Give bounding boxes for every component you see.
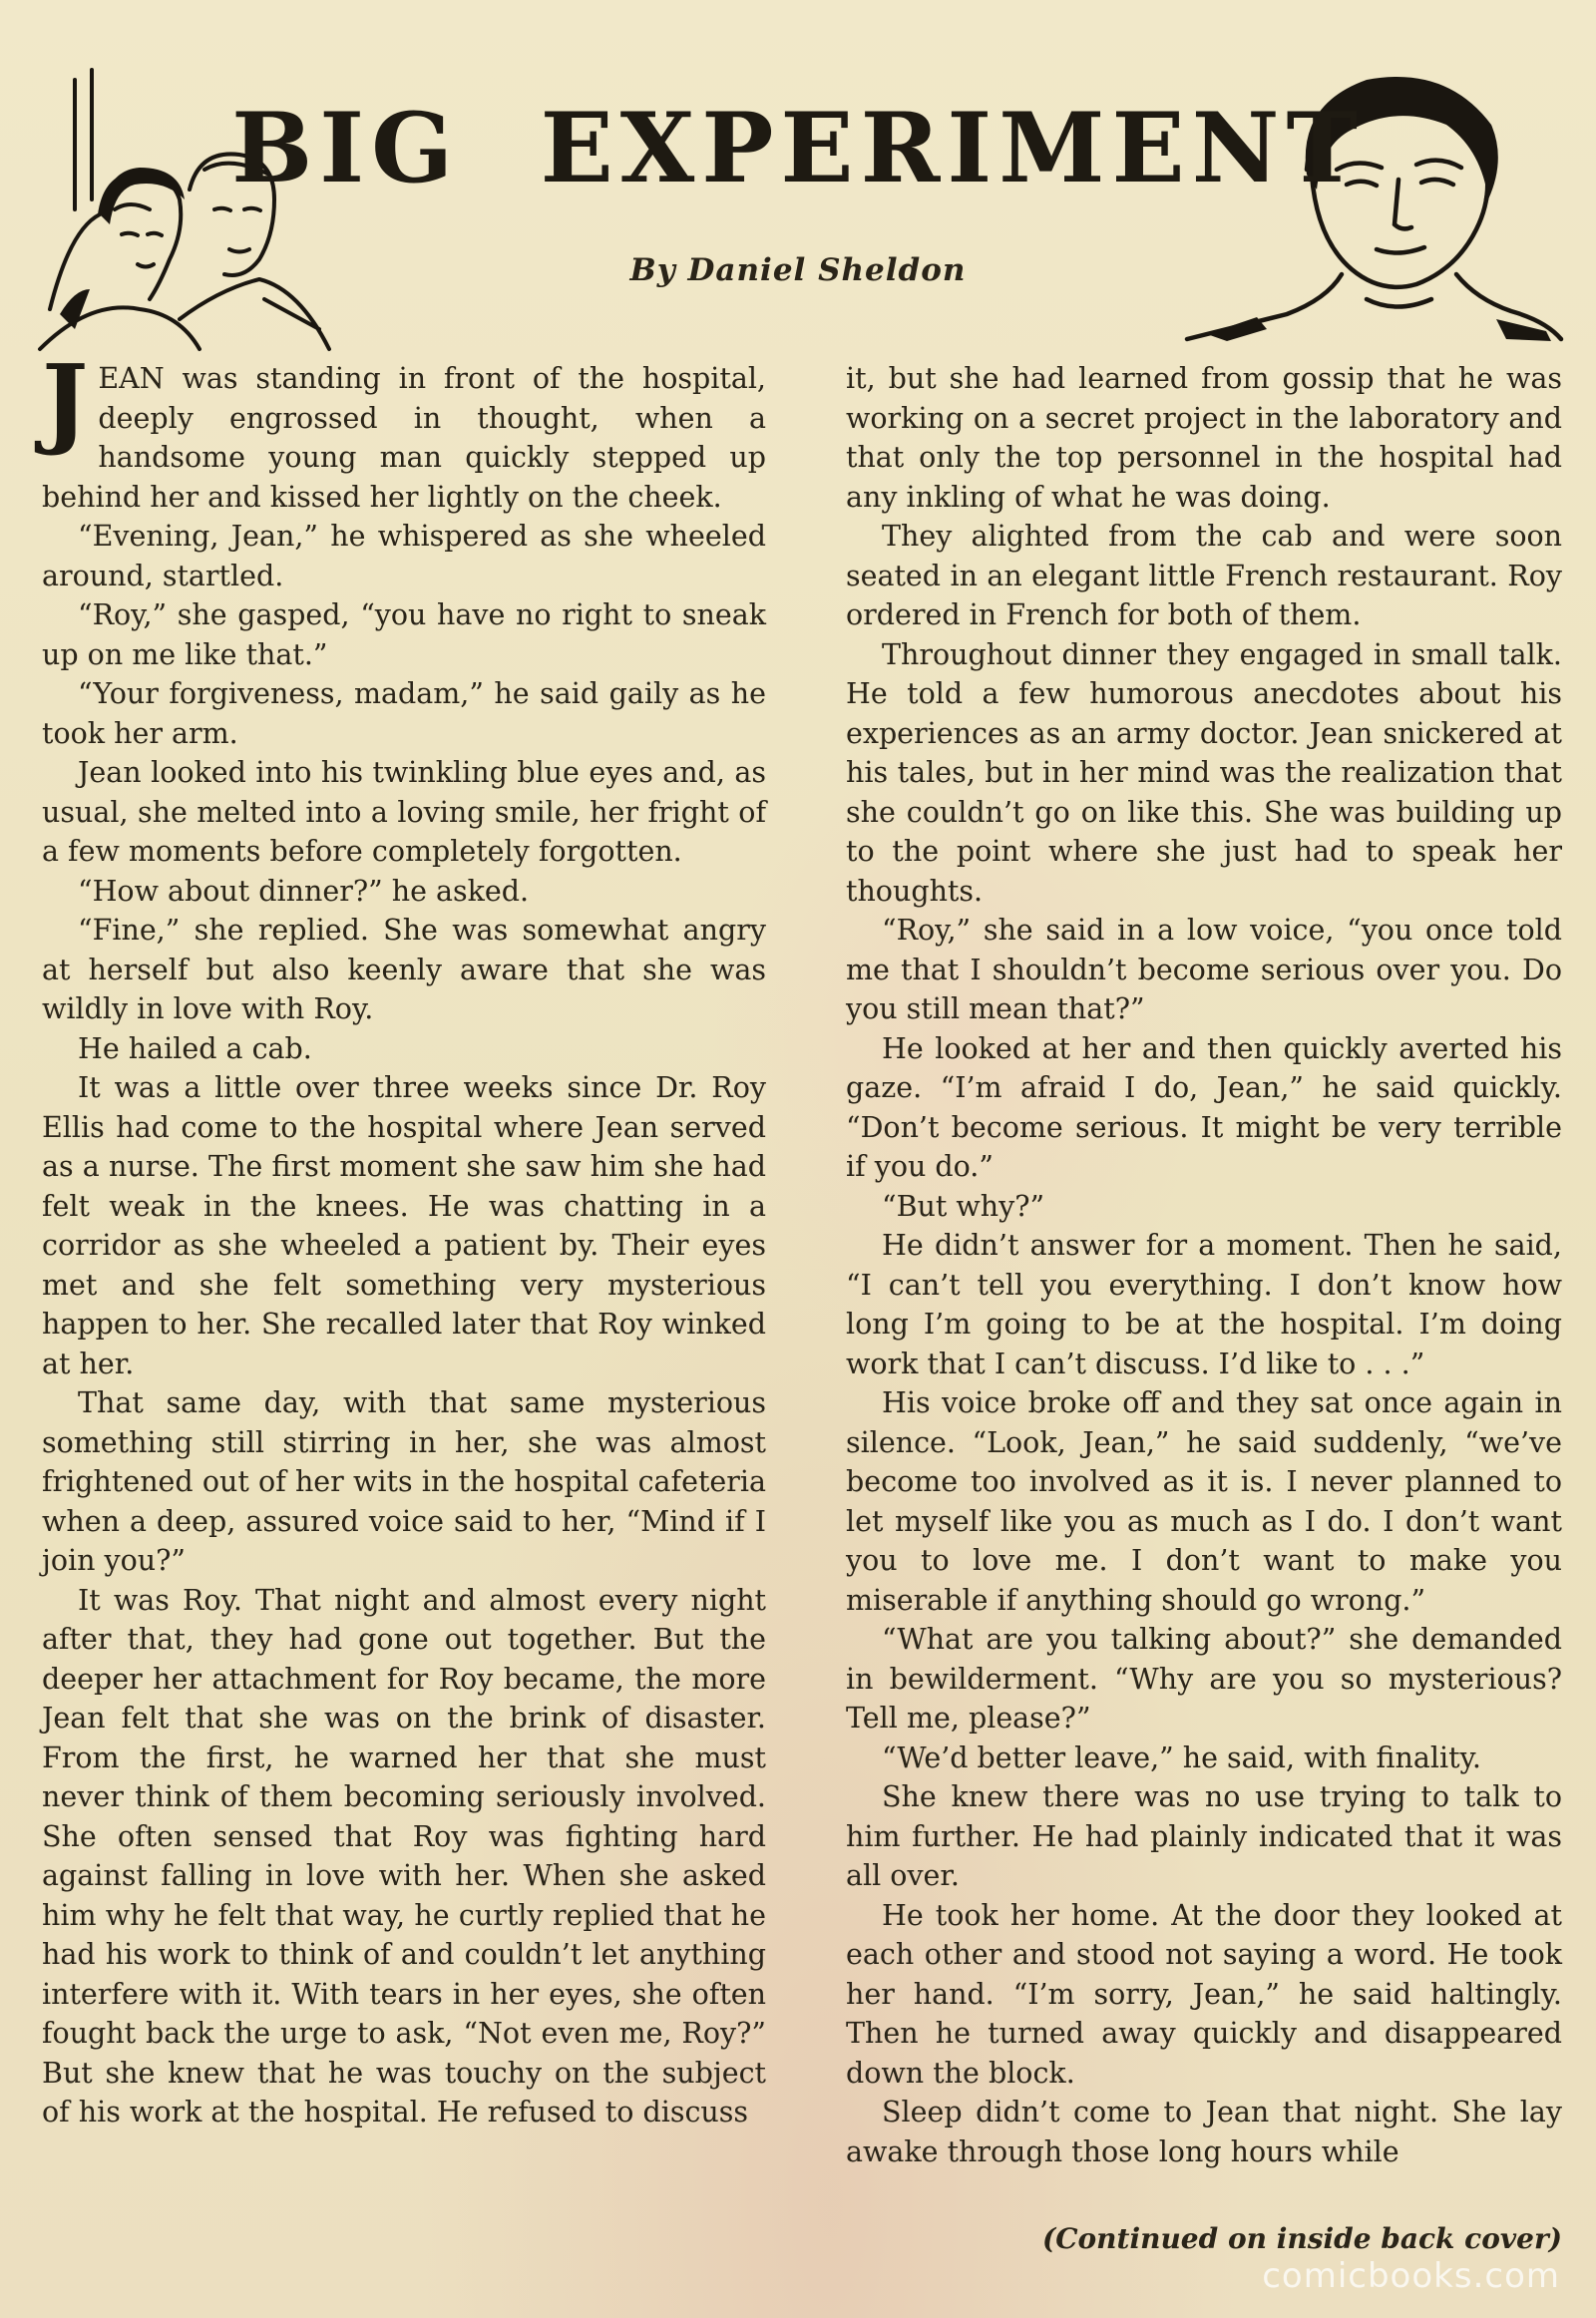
paragraph: Jean looked into his twinkling blue eyes and, as usual, she melted into a loving smile, her fright of a few moments before completely forgotten. (42, 756, 766, 868)
paragraph: He didn’t answer for a moment. Then he said, “I can’t tell you everything. I don’t know how long I’m going to be at the hospital. I’m doing work that I can’t discuss. I’d like to . . .” (846, 1229, 1562, 1380)
paragraph: That same day, with that same mysterious something still stirring in her, she was almost frightened out of her wits in the hospital cafeteria when a deep, assured voice said to her, “Mind if I join you?” (42, 1386, 766, 1577)
paragraph: “But why?” (882, 1189, 1045, 1223)
paragraph: “We’d better leave,” he said, with finality. (882, 1740, 1481, 1774)
story-byline: By Daniel Sheldon (629, 252, 967, 288)
watermark: comicbooks.com (1262, 2256, 1560, 2296)
story-title: BIG EXPERIMENT (231, 92, 1365, 204)
left-column (42, 344, 766, 2132)
paragraph: “Roy,” she said in a low voice, “you once told me that I shouldn’t become serious over you. Do you still mean that?” (846, 914, 1562, 1025)
right-column (846, 359, 1562, 2171)
paragraph: “How about dinner?” he asked. (78, 874, 530, 908)
paragraph: She knew there was no use trying to talk to him further. He had plainly indicated that it was all over. (846, 1780, 1562, 1892)
paragraph: He took her home. At the door they looked at each other and stood not saying a word. He took her hand. “I’m sorry, Jean,” he said haltingly. Then he turned away quickly and disappeared down the block. (846, 1898, 1562, 2090)
paragraph: It was Roy. That night and almost every night after that, they had gone out together. But the deeper her attachment for Roy became, the more Jean felt that she was on the brink of disaster. From the first, he warned her that she must never think of them becoming seriously involved. She often sensed that Roy was fighting hard against falling in love with her. When she asked him why he felt that way, he curtly replied that he had his work to think of and couldn’t let anything interfere with it. With tears in her eyes, she often fought back the urge to ask, “Not even me, Roy?” But she knew that he was touchy on the subject of his work at the hospital. He refused to discuss (42, 1583, 766, 2128)
paragraph: “Fine,” she replied. She was somewhat angry at herself but also keenly aware that she was wildly in love with Roy. (42, 914, 766, 1025)
paragraph: Throughout dinner they engaged in small talk. He told a few humorous anecdotes about his experiences as an army doctor. Jean snickered at his tales, but in her mind was the realization that she couldn’t go on like this. She was building up to the point where she just had to speak her thoughts. (846, 637, 1562, 908)
continued-note: (Continued on inside back cover) (1041, 2222, 1562, 2255)
paragraph: “Evening, Jean,” he whispered as she wheeled around, startled. (42, 520, 766, 592)
paragraph: “Your forgiveness, madam,” he said gaily as he took her arm. (42, 677, 766, 750)
drop-cap: J (42, 344, 89, 459)
paragraph: He looked at her and then quickly averted his gaze. “I’m afraid I do, Jean,” he said quickly. “Don’t become serious. It might be very terrible if you do.” (846, 1031, 1562, 1183)
paragraph: His voice broke off and they sat once again in silence. “Look, Jean,” he said suddenly, “we’ve become too involved as it is. I never planned to let myself like you as much as I do. I don’t want you to love me. I don’t want to make you miserable if anything should go wrong.” (846, 1386, 1562, 1617)
paragraph: “What are you talking about?” she demanded in bewilderment. “Why are you so mysterious? Tell me, please?” (846, 1623, 1562, 1735)
paragraph: it, but she had learned from gossip that he was working on a secret project in the laboratory and that only the top personnel in the hospital had any inkling of what he was doing. (846, 362, 1562, 514)
paragraph: It was a little over three weeks since Dr. Roy Ellis had come to the hospital where Jean served as a nurse. The first moment she saw him she had felt weak in the knees. He was chatting in a corridor as she wheeled a patient by. Their eyes met and she felt something very mysterious happen to her. She recalled later that Roy winked at her. (42, 1071, 766, 1380)
paragraph: “Roy,” she gasped, “you have no right to sneak up on me like that.” (42, 598, 766, 671)
paragraph: JEAN was standing in front of the hospital, deeply engrossed in thought, when a handsome young man quickly stepped up behind her and kissed her lightly on the cheek. (42, 344, 766, 514)
paragraph: Sleep didn’t come to Jean that night. She lay awake through those long hours while (846, 2096, 1562, 2168)
paragraph: They alighted from the cab and were soon seated in an elegant little French restaurant. Roy ordered in French for both of them. (846, 520, 1562, 631)
paragraph: He hailed a cab. (78, 1031, 312, 1065)
